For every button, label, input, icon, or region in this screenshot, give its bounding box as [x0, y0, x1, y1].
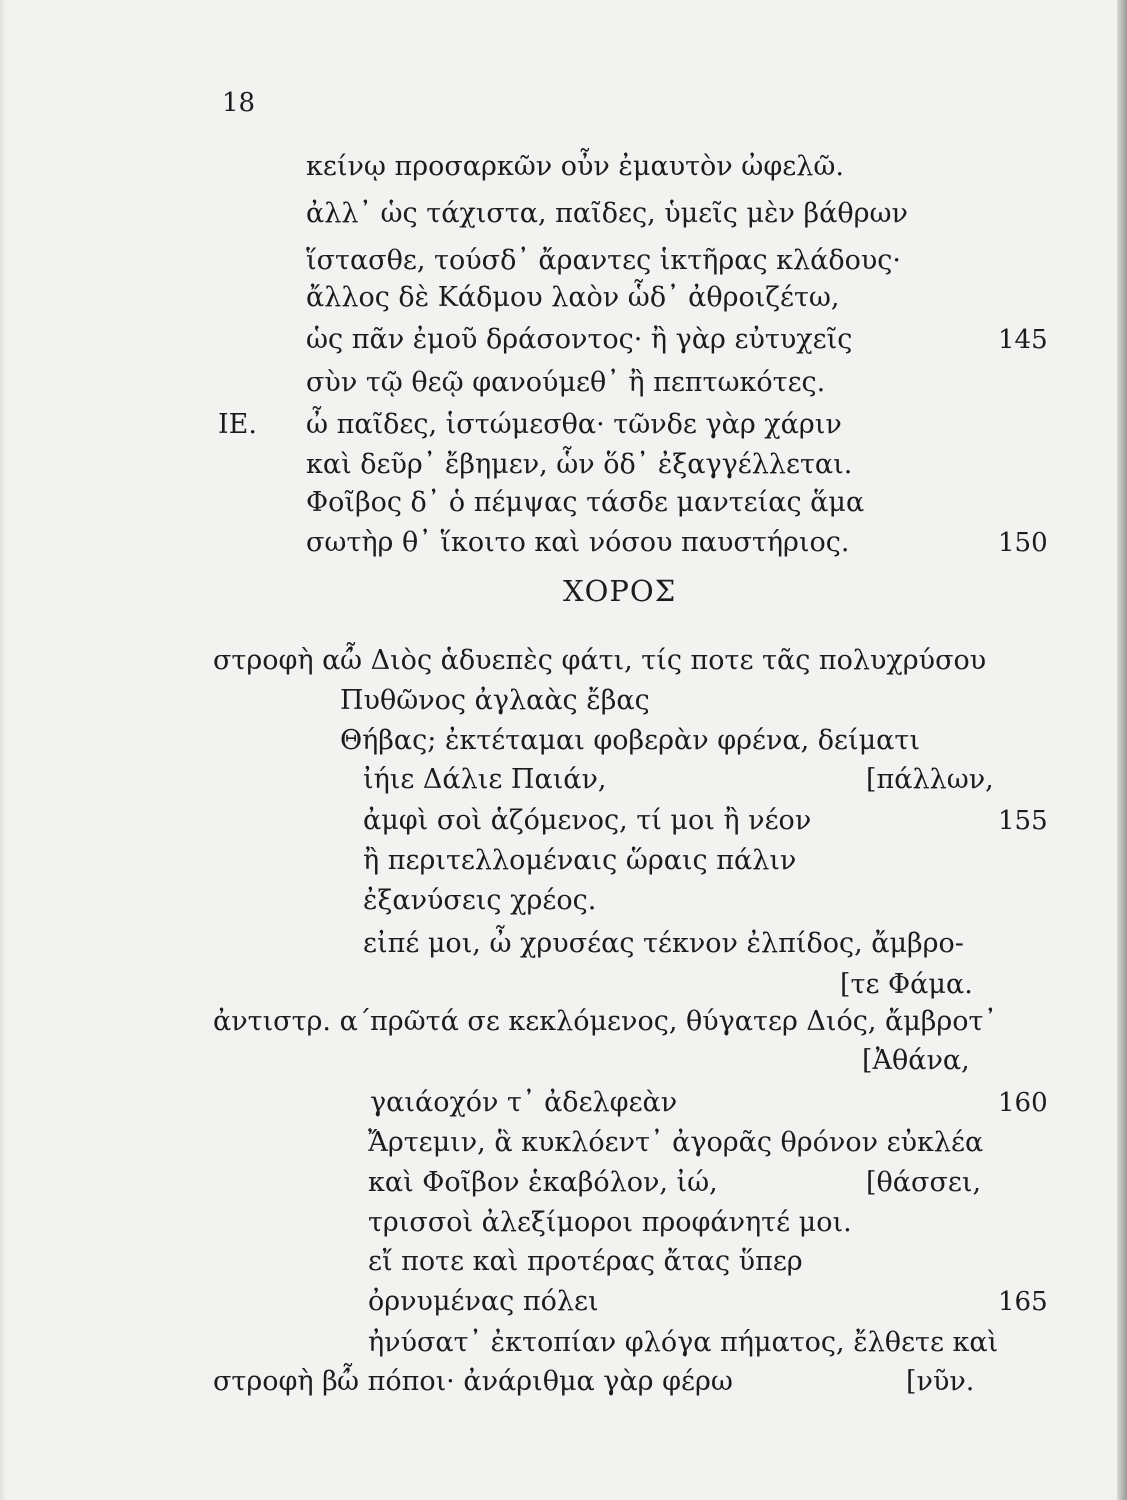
verse-text: ὦ πόποι· ἀνάριθμα γὰρ φέρω	[337, 1366, 733, 1397]
verse-text: ἀμφὶ σοὶ ἁζόμενος, τί μοι ἢ νέον	[363, 805, 812, 836]
line-number: 150	[998, 528, 1048, 558]
verse-text: ὀρνυμένας πόλει	[368, 1286, 599, 1317]
verse-text: Πυθῶνος ἀγλαὰς ἔβας	[340, 685, 650, 716]
verse-line	[0, 142, 1127, 192]
verse-text: τρισσοὶ ἀλεξίμοροι προφάνητέ μοι.	[368, 1207, 852, 1238]
verse-text: γαιάοχόν τ᾽ ἀδελφεὰν	[370, 1087, 678, 1118]
verse-text: εἴ ποτε καὶ προτέρας ἄτας ὕπερ	[368, 1246, 803, 1277]
verse-text: Θήβας; ἐκτέταμαι φοβερὰν φρένα, δείματι	[340, 725, 920, 756]
strophe-label: στροφὴ α΄	[213, 645, 354, 676]
verse-text: καὶ Φοῖβον ἑκαβόλον, ἰώ,	[368, 1167, 718, 1198]
line-number: 160	[998, 1088, 1048, 1118]
verse-text: σὺν τῷ θεῷ φανούμεθ᾽ ἢ πεπτωκότες.	[306, 367, 826, 398]
verse-text: πρῶτά σε κεκλόμενος, θύγατερ Διός, ἄμβροτ᾽	[370, 1006, 997, 1037]
verse-text: ἵστασθε, τούσδ᾽ ἄραντες ἱκτῆρας κλάδους·	[306, 245, 902, 276]
verse-text: ἐξανύσεις χρέος.	[363, 885, 597, 916]
verse-text: Φοῖβος δ᾽ ὁ πέμψας τάσδε μαντείας ἅμα	[306, 487, 865, 518]
verse-text: Ἄρτεμιν, ἃ κυκλόεντ᾽ ἀγορᾶς θρόνον εὐκλέα	[368, 1127, 984, 1158]
verse-text: κείνῳ προσαρκῶν οὖν ἐμαυτὸν ὠφελῶ.	[306, 151, 844, 182]
verse-continuation: [νῦν.	[906, 1366, 975, 1397]
verse-text: ἰήιε Δάλιε Παιάν,	[363, 764, 607, 795]
chorus-heading: ΧΟΡΟΣ	[563, 574, 677, 608]
verse-continuation: [πάλλων,	[866, 764, 994, 795]
line-number: 145	[998, 325, 1048, 355]
verse-continuation: [τε Φάμα.	[840, 969, 973, 1000]
speaker-label: ΙΕ.	[218, 409, 257, 440]
verse-text: σωτὴρ θ᾽ ἵκοιτο καὶ νόσου παυστήριος.	[306, 527, 850, 558]
strophe-label: στροφὴ β΄	[213, 1366, 352, 1397]
verse-text: ἀλλ᾽ ὡς τάχιστα, παῖδες, ὑμεῖς μὲν βάθρων	[306, 198, 908, 229]
page-number: 18	[222, 88, 256, 118]
verse-continuation: [Ἀθάνα,	[862, 1045, 970, 1076]
verse-text: ὡς πᾶν ἐμοῦ δράσοντος· ἢ γὰρ εὐτυχεῖς	[306, 324, 853, 355]
verse-text: εἰπέ μοι, ὦ χρυσέας τέκνον ἐλπίδος, ἄμβρο-	[363, 928, 964, 959]
verse-text: ὦ παῖδες, ἱστώμεσθα· τῶνδε γὰρ χάριν	[306, 409, 842, 440]
line-number: 155	[998, 806, 1048, 836]
verse-text: ἢ περιτελλομέναις ὥραις πάλιν	[363, 845, 797, 876]
strophe-label: ἀντιστρ. α΄	[213, 1006, 372, 1037]
line-number: 165	[998, 1287, 1048, 1317]
verse-continuation: [θάσσει,	[866, 1167, 982, 1198]
verse-line	[0, 518, 1127, 568]
verse-text: καὶ δεῦρ᾽ ἔβημεν, ὧν ὅδ᾽ ἐξαγγέλλεται.	[306, 449, 853, 480]
verse-text: ἠνύσατ᾽ ἐκτοπίαν φλόγα πήματος, ἔλθετε καὶ	[368, 1327, 999, 1358]
verse-text: ἄλλος δὲ Κάδμου λαὸν ὧδ᾽ ἀθροιζέτω,	[306, 282, 840, 313]
verse-line	[0, 1357, 1127, 1407]
verse-line	[0, 189, 1127, 239]
verse-text: ὦ Διὸς ἁδυεπὲς φάτι, τίς ποτε τᾶς πολυχρύσου	[340, 645, 987, 676]
